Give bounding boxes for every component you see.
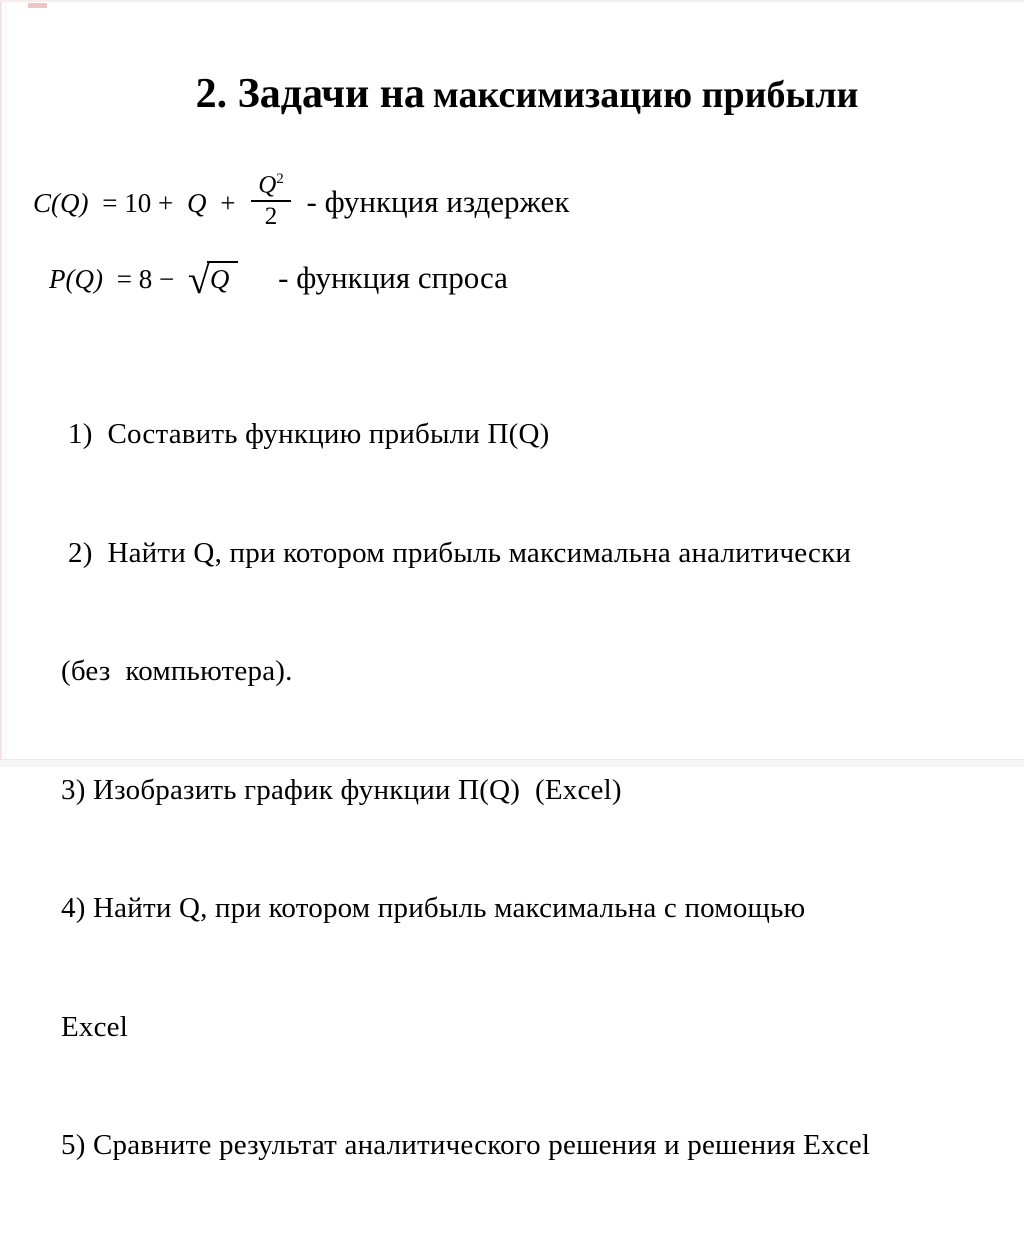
task-list bbox=[61, 336, 1021, 1245]
cost-function-label: - функция издержек bbox=[306, 184, 570, 220]
square-root-radicand: Q bbox=[207, 261, 239, 295]
page-title-part-1: 2. Задачи на bbox=[195, 71, 425, 117]
cost-function-equals: = 10 + bbox=[102, 188, 174, 219]
square-root-expression bbox=[187, 257, 238, 302]
cost-function-lhs: C(Q) bbox=[33, 188, 89, 219]
fraction-numerator-base: Q bbox=[258, 171, 277, 199]
top-edge-accent-line bbox=[0, 0, 1024, 2]
demand-function-equals: = 8 − bbox=[116, 264, 175, 294]
task-line-4: 4) Найти Q, при котором прибыль максимальна с помощью bbox=[61, 892, 806, 924]
fraction-numerator bbox=[251, 172, 291, 202]
cost-function-formula bbox=[33, 172, 576, 240]
demand-function-label: - функция спроса bbox=[278, 260, 508, 295]
fraction-q-squared-over-2 bbox=[251, 172, 291, 230]
cost-function-variable: Q bbox=[186, 188, 207, 219]
bottom-edge-strip bbox=[0, 759, 1024, 767]
fraction-numerator-exponent: 2 bbox=[276, 171, 284, 187]
task-line-2-continuation: (без компьютера). bbox=[61, 655, 293, 687]
task-line-2: 2) Найти Q, при котором прибыль максимальна аналитически bbox=[68, 536, 852, 569]
demand-function-lhs: P(Q) bbox=[49, 264, 103, 294]
demand-function-formula bbox=[49, 257, 515, 302]
top-left-red-dash bbox=[28, 3, 47, 8]
page-title bbox=[0, 70, 1024, 118]
task-line-4-continuation: Excel bbox=[61, 1010, 129, 1043]
cost-function-plus: + bbox=[220, 188, 236, 219]
task-line-3: 3) Изобразить график функции П(Q) (Excel) bbox=[61, 773, 622, 806]
page-title-part-2: максимизацию прибыли bbox=[432, 74, 859, 116]
task-line-5: 5) Сравните результат аналитического решения и решения Excel bbox=[61, 1129, 871, 1161]
square-root-sign: √ bbox=[187, 257, 210, 302]
fraction-denominator: 2 bbox=[264, 202, 278, 230]
task-line-1: 1) Составить функцию прибыли П(Q) bbox=[68, 418, 550, 450]
